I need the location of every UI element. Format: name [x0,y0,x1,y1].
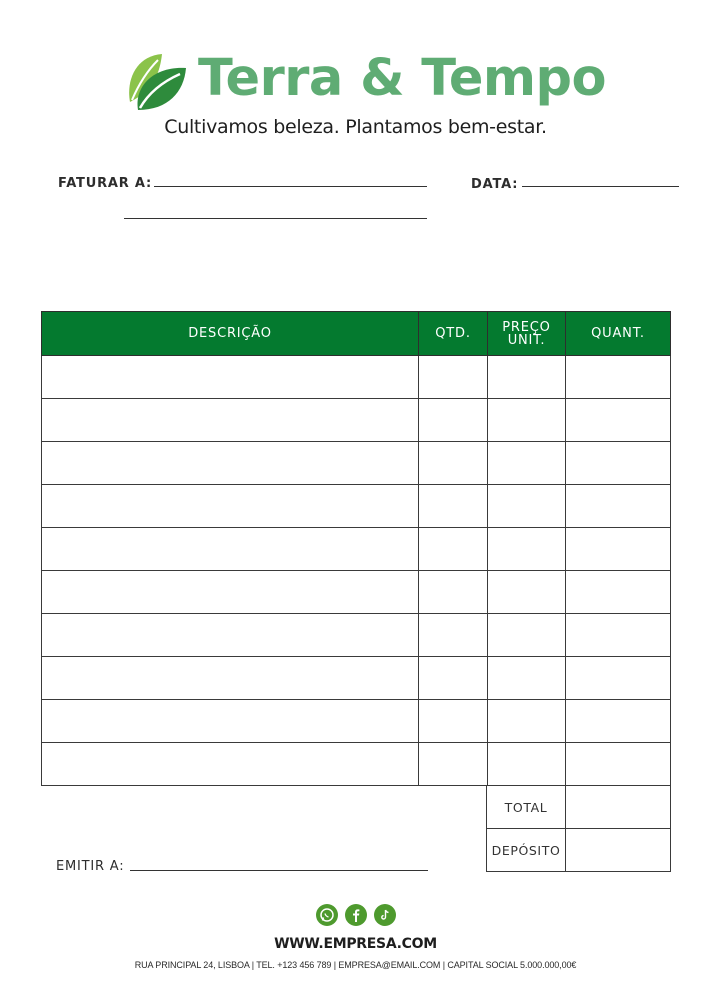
items-table [41,311,671,786]
quantity-cell[interactable] [419,485,488,528]
brand-name: Terra & Tempo [198,49,607,108]
quantity-cell[interactable] [419,399,488,442]
quantity-cell[interactable] [419,442,488,485]
unit-price-cell[interactable] [488,571,566,614]
quantity-cell[interactable] [419,657,488,700]
table-row [42,528,671,571]
amount-cell[interactable] [566,528,671,571]
description-cell[interactable] [42,614,419,657]
description-cell[interactable] [42,356,419,399]
amount-cell[interactable] [566,657,671,700]
table-row [42,657,671,700]
description-cell[interactable] [42,571,419,614]
brand-tagline: Cultivamos beleza. Plantamos bem-estar. [164,116,547,138]
amount-cell[interactable] [566,571,671,614]
issue-to-line[interactable] [130,870,428,871]
table-row [42,485,671,528]
deposit-value-cell[interactable] [566,829,671,872]
amount-cell[interactable] [566,700,671,743]
tiktok-icon[interactable] [374,904,396,926]
table-row [42,399,671,442]
header-unit-price-label: PREÇO UNIT. [502,319,551,348]
header-quantity: QTD. [419,312,488,356]
table-row [42,442,671,485]
unit-price-cell[interactable] [488,743,566,786]
issue-to-label: EMITIR A: [56,859,125,874]
date-line[interactable] [522,186,679,187]
unit-price-cell[interactable] [488,657,566,700]
description-cell[interactable] [42,485,419,528]
totals-table [486,785,671,872]
quantity-cell[interactable] [419,571,488,614]
description-cell[interactable] [42,743,419,786]
description-cell[interactable] [42,700,419,743]
unit-price-cell[interactable] [488,399,566,442]
whatsapp-icon[interactable] [316,904,338,926]
table-header-row [42,312,671,356]
amount-cell[interactable] [566,356,671,399]
brand-logo-leaf-icon [124,50,188,112]
unit-price-cell[interactable] [488,485,566,528]
bill-to-line-2[interactable] [124,218,427,219]
amount-cell[interactable] [566,743,671,786]
table-row [42,571,671,614]
amount-cell[interactable] [566,614,671,657]
description-cell[interactable] [42,657,419,700]
description-cell[interactable] [42,399,419,442]
amount-cell[interactable] [566,399,671,442]
header-unit-price [488,312,566,356]
table-row [42,700,671,743]
date-label: DATA: [471,177,519,192]
description-cell[interactable] [42,528,419,571]
quantity-cell[interactable] [419,356,488,399]
total-row [487,786,671,829]
quantity-cell[interactable] [419,614,488,657]
facebook-icon[interactable] [345,904,367,926]
bill-to-line-1[interactable] [154,186,427,187]
header-description: DESCRIÇÃO [42,312,419,356]
quantity-cell[interactable] [419,743,488,786]
description-cell[interactable] [42,442,419,485]
website-link[interactable]: WWW.EMPRESA.COM [274,936,437,952]
bill-to-label: FATURAR A: [58,176,152,191]
unit-price-cell[interactable] [488,700,566,743]
company-address: RUA PRINCIPAL 24, LISBOA | TEL. +123 456 789 | EMPRESA@EMAIL.COM | CAPITAL SOCIAL 5.000.000,00€ [134,960,577,970]
amount-cell[interactable] [566,485,671,528]
unit-price-cell[interactable] [488,442,566,485]
unit-price-cell[interactable] [488,356,566,399]
table-row [42,743,671,786]
unit-price-cell[interactable] [488,528,566,571]
deposit-row [487,829,671,872]
table-row [42,614,671,657]
total-label: TOTAL [487,786,566,829]
amount-cell[interactable] [566,442,671,485]
deposit-label: DEPÓSITO [487,829,566,872]
header-amount: QUANT. [566,312,671,356]
total-value-cell[interactable] [566,786,671,829]
quantity-cell[interactable] [419,700,488,743]
table-row [42,356,671,399]
quantity-cell[interactable] [419,528,488,571]
unit-price-cell[interactable] [488,614,566,657]
